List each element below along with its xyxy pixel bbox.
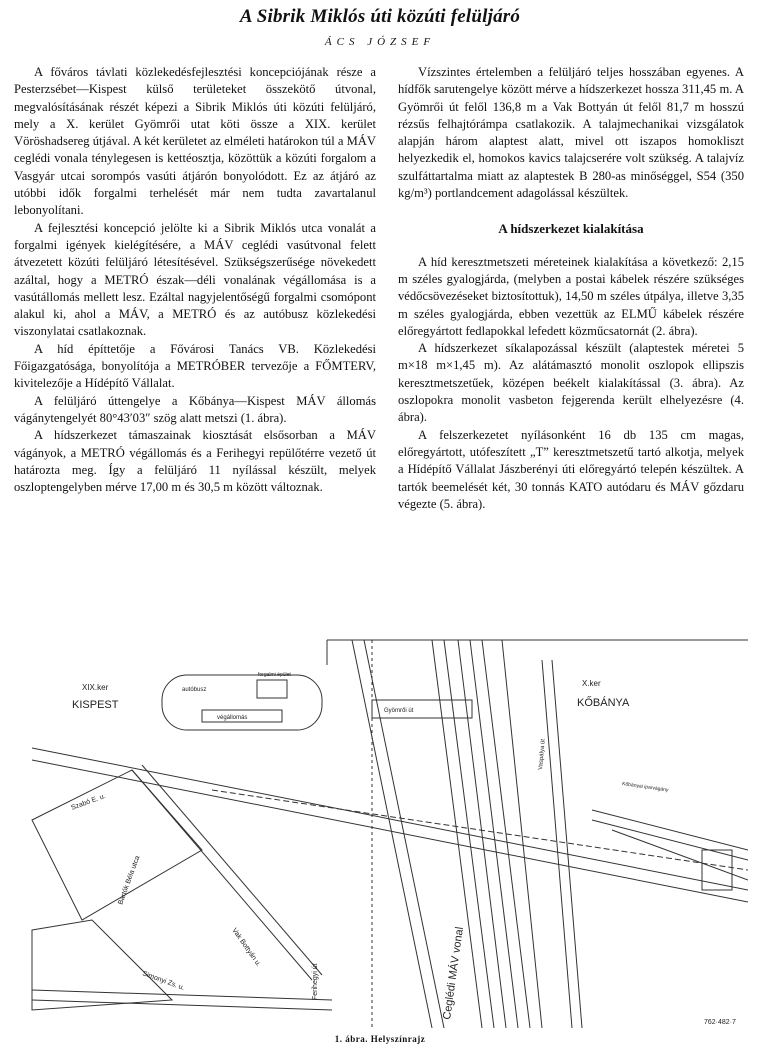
map-label-bottyan: Vak Bottyán u. xyxy=(230,927,262,969)
article-title: A Sibrik Miklós úti közúti felüljáró xyxy=(239,6,521,27)
map-label-busz: autóbusz xyxy=(182,687,207,693)
map-stamp: 762·482·7 xyxy=(704,1019,736,1026)
map-label-szabo: Szabó E. u. xyxy=(70,792,107,812)
site-plan-map xyxy=(12,620,748,1028)
section-heading: A hídszerkezet kialakítása xyxy=(498,221,644,237)
map-label-kispest-num: XIX.ker xyxy=(82,683,109,692)
map-label-kispest: KISPEST xyxy=(72,699,119,711)
right-column xyxy=(398,64,744,513)
paragraph: A hídszerkezet támaszainak kiosztását elsősorban a MÁV vágányok, a METRÓ végállomás és a Ferihegyi repülőtérre vezető út határozta meg. Így a felüljáró 11 nyílással készült, melyek oszloptengelyben mérve 17,00 m és 30,5 m között változnak. xyxy=(14,428,376,495)
map-label-vaspalya: Vaspálya út xyxy=(538,738,547,771)
map-label-vegallomas: végállomás xyxy=(217,715,248,721)
article-author: ÁCS JÓZSEF xyxy=(324,36,436,48)
map-label-forgalmi: forgalmi épület xyxy=(258,672,291,678)
paragraph: A hídszerkezet síkalapozással készült (alaptestek méretei 5 m×18 m×1,45 m). Az alátámasztó monolit oszlopok ellipszis keresztmetszetűek, középen beékelt kialakítással (3. ábra). Az oszlopokra monolit vasbeton fejgerenda került elhelyezésre (4. ábra). xyxy=(398,341,744,425)
map-label-simonyi: Simonyi Zs. u. xyxy=(141,970,186,993)
map-label-gyomroi: Gyömrői út xyxy=(384,708,414,714)
figure-caption: 1. ábra. Helyszínrajz xyxy=(334,1034,426,1044)
paragraph: Vízszintes értelemben a felüljáró teljes hosszában egyenes. A hídfők sarutengelye között mérve a hídszerkezet hossza 311,45 m. A Gyömrői út felől 136,8 m a Vak Bottyán út felől 81,7 m hosszú rézsűs felhajtórámpa csatlakozik. A talajmechanikai vizsgálatok alapján három alaptest alatt, mivel ott iszapos homokliszt helyezkedik el, homokos kavics talajcserére volt szükség. A talajvíz szulfáttartalma miatt az alaptestek B 280-as minőséggel, S54 (350 kg/m³) portlandcement adagolással készültek. xyxy=(398,65,744,201)
paragraph: A felszerkezetet nyílásonként 16 db 135 cm magas, előregyártott, utófeszített „T” keresztmetszetű tartó alkotja, melyek a Hídépítő Vállalat Jászberényi úti előregyártó telepén készültek. A tartók beemelését két, 30 tonnás KATO autódaru és MÁV gőzdaru végezte (5. ábra). xyxy=(398,427,744,511)
paragraph: A felüljáró úttengelye a Kőbánya—Kispest MÁV állomás vágánytengelyét 80°43′03″ szög alatt metszi (1. ábra). xyxy=(14,393,376,425)
paragraph: A főváros távlati közlekedésfejlesztési koncepciójának része a Pesterzsébet—Kispest külső területeket összekötő útvonal, megvalósításának részét képezi a Sibrik Miklós úti közúti felüljáró, mely a X. kerület Gyömrői utat köti össze a XIX. kerület Vöröshadsereg útjával. A két kerületet az elméleti határokon túl a MÁV ceglédi vonala ténylegesen is kettéosztja, közöttük a közúti forgalom a Vasgyár utcai sorompós vasúti átjárón bonyolódott. Ez az átjáró az utóbbi idők forgalmi terhelését már nem tudta zavartalanul lebonyolítani. xyxy=(14,65,376,218)
paragraph: A fejlesztési koncepció jelölte ki a Sibrik Miklós utca vonalát a forgalmi igények kielégítésére, a MÁV ceglédi vasútvonal felett átvezetett közúti felüljáró létesítésével. Szükségszerűsége növekedett azáltal, hogy a METRÓ észak—déli vonalának végállomása is a vasútállomás mellett lesz. Ezáltal nagyjelentőségű forgalmi csomópont alakul ki, ahol a MÁV, a METRÓ és az autóbusz közlekedési viszonylatai csatlakoznak. xyxy=(14,220,376,339)
left-column xyxy=(14,64,376,496)
map-label-kobanya-num: X.ker xyxy=(582,679,601,688)
map-label-iparvagany: Kőbányai iparvágány xyxy=(621,781,669,794)
paragraph: A híd építtetője a Fővárosi Tanács VB. Közlekedési Főigazgatósága, bonyolítója a METRÓBER tervezője a FŐMTERV, kivitelezője a Hídépítő Vállalat. xyxy=(14,341,376,391)
map-label-ferihegyi: Ferihegyi út xyxy=(312,963,319,1000)
map-label-cegledi: Ceglédi MÁV vonal xyxy=(441,926,466,1021)
map-label-kobanya: KŐBÁNYA xyxy=(577,697,630,709)
map-label-bartok: Bartók Béla utca xyxy=(117,855,142,906)
paragraph: A híd keresztmetszeti méreteinek kialakítása a következő: 2,15 m széles gyalogjárda, (melyben a postai kábelek részére szükséges védőcsövezéseket biztosítottuk), 14,50 m széles útpálya, illetve 3,35 m széles gyalogjárda, ebben vezettük az ELMŰ kábelek részére előregyártott fedlapokkal lefedett közműcsatornát (2. ábra). xyxy=(398,254,744,338)
